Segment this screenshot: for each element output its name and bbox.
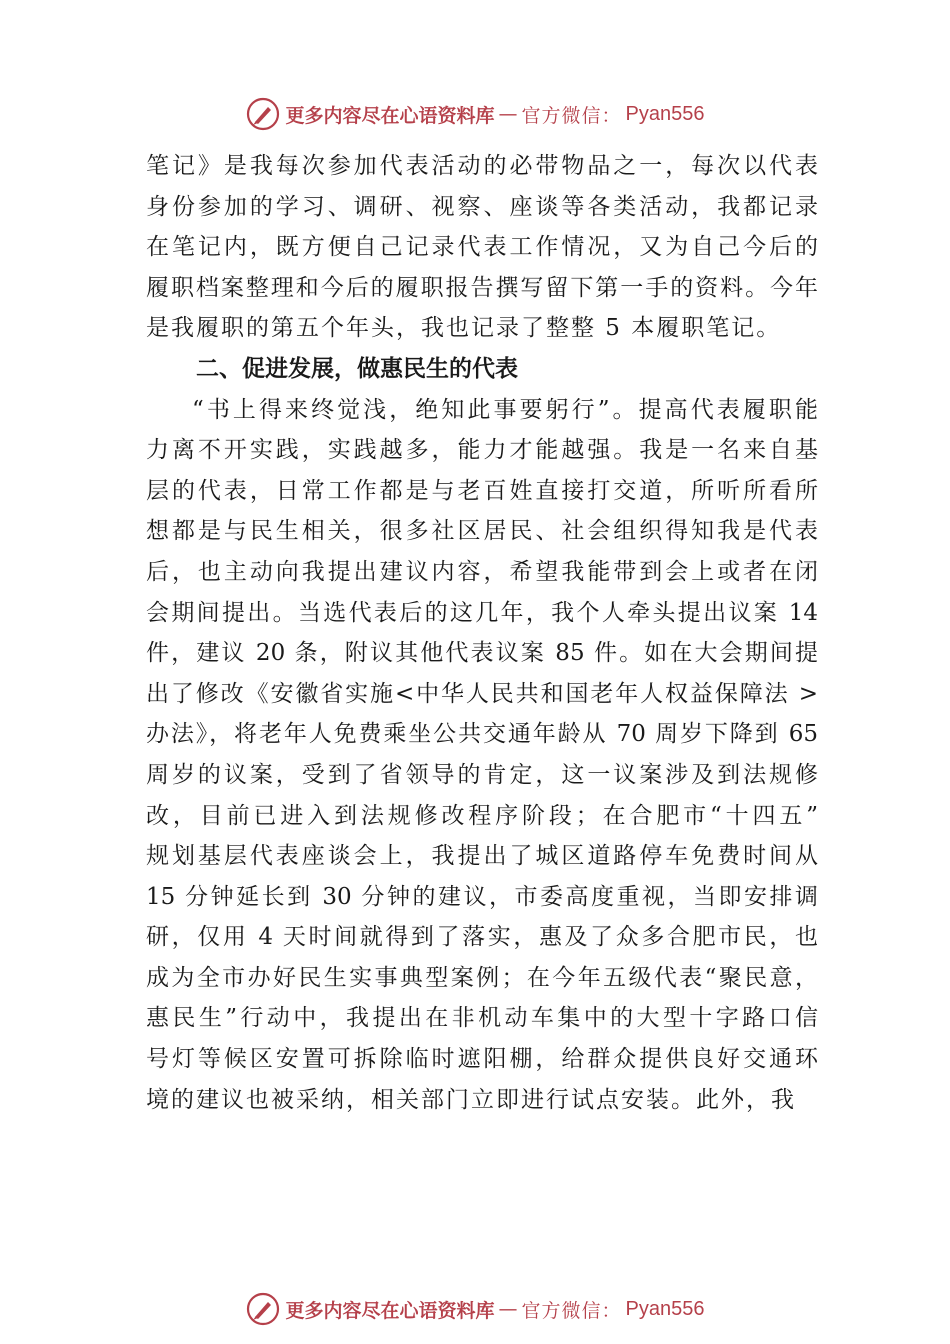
text-line: 履职档案整理和今后的履职报告撰写留下第一手的资料。今年 [146,274,818,301]
banner-main-text: 更多内容尽在心语资料库 [285,104,495,127]
text-line: 研，仅用 4 天时间就得到了落实，惠及了众多合肥市民，也 [146,924,818,951]
banner-dash: — [498,1298,518,1320]
banner-main-text: 更多内容尽在心语资料库 [285,1299,495,1322]
text-line: 惠民生”行动中，我提出在非机动车集中的大型十字路口信 [146,1005,818,1032]
banner-wechat-id: Pyan556 [625,1297,705,1320]
text-line: 是我履职的第五个年头，我也记录了整整 5 本履职笔记。 [146,315,782,342]
watermark-banner-top [0,94,950,134]
text-line: 号灯等候区安置可拆除临时遮阳棚，给群众提供良好交通环 [146,1046,818,1073]
pen-logo-icon [246,1292,280,1326]
text-line: 改，目前已进入到法规修改程序阶段；在合肥市“十四五” [146,802,818,829]
text-line: 办法》，将老年人免费乘坐公共交通年龄从 70 周岁下降到 65 [146,721,818,748]
text-line: 笔记》是我每次参加代表活动的必带物品之一，每次以代表 [146,153,818,179]
banner-wechat-id: Pyan556 [625,102,705,125]
pen-logo-icon [246,97,280,131]
text-line: 15 分钟延长到 30 分钟的建议，市委高度重视，当即安排调 [146,883,818,910]
text-line: “书上得来终觉浅，绝知此事要躬行”。提高代表履职能 [192,396,818,423]
text-line: 规划基层代表座谈会上，我提出了城区道路停车免费时间从 [146,843,818,870]
text-line: 出了修改《安徽省实施<中华人民共和国老年人权益保障法 > [146,680,818,707]
section-heading: 二、促进发展，做惠民生的代表 [196,355,518,382]
text-line: 身份参加的学习、调研、视察、座谈等各类活动，我都记录 [146,193,818,220]
text-line: 在笔记内，既方便自己记录代表工作情况，又为自己今后的 [146,234,818,261]
text-line: 境的建议也被采纳，相关部门立即进行试点安装。此外，我 [146,1086,796,1113]
text-line: 件，建议 20 条，附议其他代表议案 85 件。如在大会期间提 [146,640,818,667]
text-line: 力离不开实践，实践越多，能力才能越强。我是一名来自基 [146,437,818,464]
banner-wechat-label: 官方微信： [521,1299,622,1322]
text-line: 成为全市办好民生实事典型案例；在今年五级代表“聚民意， [146,964,818,991]
text-line: 层的代表，日常工作都是与老百姓直接打交道，所听所看所 [146,477,818,504]
text-line: 后，也主动向我提出建议内容，希望我能带到会上或者在闭 [146,558,818,585]
watermark-banner-bottom [0,1289,950,1329]
document-body [146,146,818,1120]
text-line: 想都是与民生相关，很多社区居民、社会组织得知我是代表 [146,518,818,545]
banner-dash: — [498,103,518,125]
banner-wechat-label: 官方微信： [521,104,622,127]
text-line: 会期间提出。当选代表后的这几年，我个人牵头提出议案 14 [146,599,818,626]
text-line: 周岁的议案，受到了省领导的肯定，这一议案涉及到法规修 [146,761,818,788]
